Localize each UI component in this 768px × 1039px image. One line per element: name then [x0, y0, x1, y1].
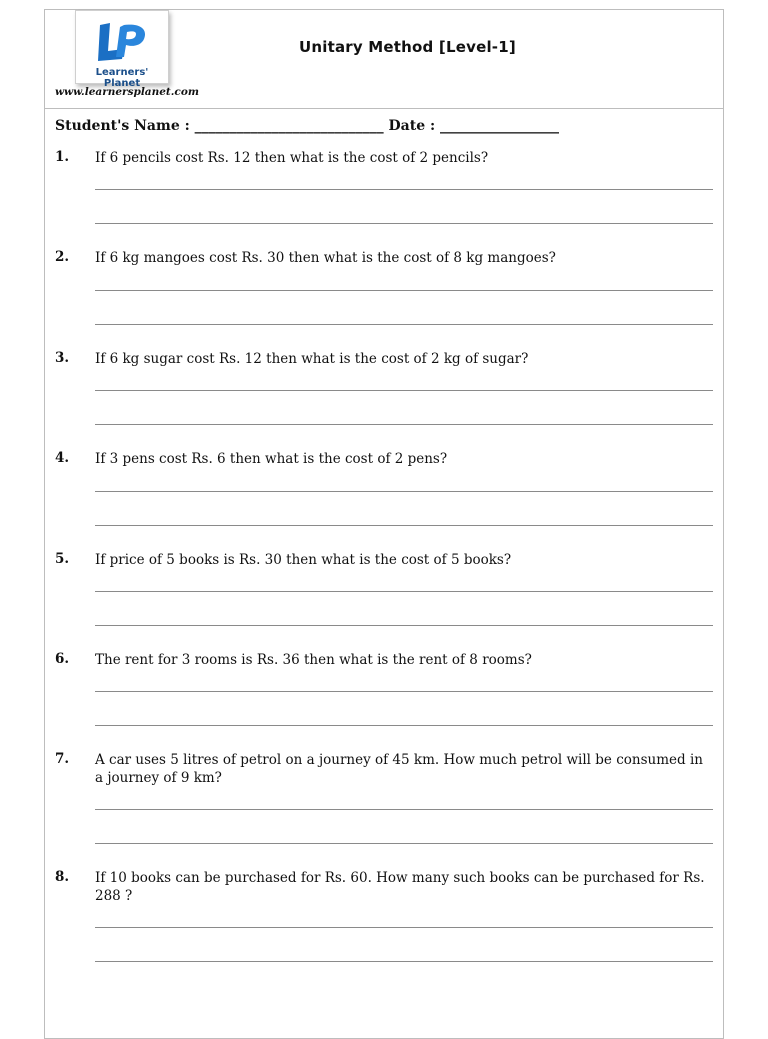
- question-number: 6.: [55, 651, 70, 667]
- student-name-date-row: Student's Name : ___________________________ Date : _________________: [55, 118, 560, 134]
- logo: [75, 10, 169, 89]
- site-url: www.learnersplanet.com: [55, 86, 199, 98]
- answer-line[interactable]: [95, 290, 713, 291]
- answer-line[interactable]: [95, 843, 713, 844]
- question-number: 3.: [55, 350, 70, 366]
- answer-line[interactable]: [95, 223, 713, 224]
- question-text: The rent for 3 rooms is Rs. 36 then what is the rent of 8 rooms?: [95, 652, 532, 668]
- question-number: 8.: [55, 869, 70, 885]
- question-text: If 3 pens cost Rs. 6 then what is the cost of 2 pens?: [95, 451, 448, 467]
- answer-line[interactable]: [95, 390, 713, 391]
- answer-line[interactable]: [95, 625, 713, 626]
- answer-line[interactable]: [95, 725, 713, 726]
- question-number: 1.: [55, 149, 70, 165]
- logo-text: Learners' Planet: [95, 67, 149, 89]
- worksheet: [44, 9, 724, 1039]
- question-text: If 6 kg sugar cost Rs. 12 then what is the cost of 2 kg of sugar?: [95, 351, 529, 367]
- answer-line[interactable]: [95, 961, 713, 962]
- answer-line[interactable]: [95, 691, 713, 692]
- answer-line[interactable]: [95, 424, 713, 425]
- question-text: If 6 pencils cost Rs. 12 then what is the cost of 2 pencils?: [95, 150, 489, 166]
- question-text: If 6 kg mangoes cost Rs. 30 then what is the cost of 8 kg mangoes?: [95, 250, 556, 266]
- question-number: 5.: [55, 551, 70, 567]
- lp-logo-icon: [94, 21, 150, 63]
- question-text: If price of 5 books is Rs. 30 then what is the cost of 5 books?: [95, 552, 512, 568]
- question-text: If 10 books can be purchased for Rs. 60. How many such books can be purchased for Rs. 288 ?: [95, 870, 705, 904]
- question-number: 7.: [55, 751, 70, 767]
- answer-line[interactable]: [95, 491, 713, 492]
- answer-line[interactable]: [95, 324, 713, 325]
- answer-line[interactable]: [95, 591, 713, 592]
- page-title: Unitary Method [Level-1]: [299, 38, 516, 56]
- worksheet-header: [45, 10, 723, 109]
- question-number: 4.: [55, 450, 70, 466]
- answer-line[interactable]: [95, 809, 713, 810]
- question-number: 2.: [55, 249, 70, 265]
- answer-line[interactable]: [95, 525, 713, 526]
- question-text: A car uses 5 litres of petrol on a journey of 45 km. How much petrol will be consumed in a journey of 9 km?: [95, 752, 703, 786]
- answer-line[interactable]: [95, 189, 713, 190]
- answer-line[interactable]: [95, 927, 713, 928]
